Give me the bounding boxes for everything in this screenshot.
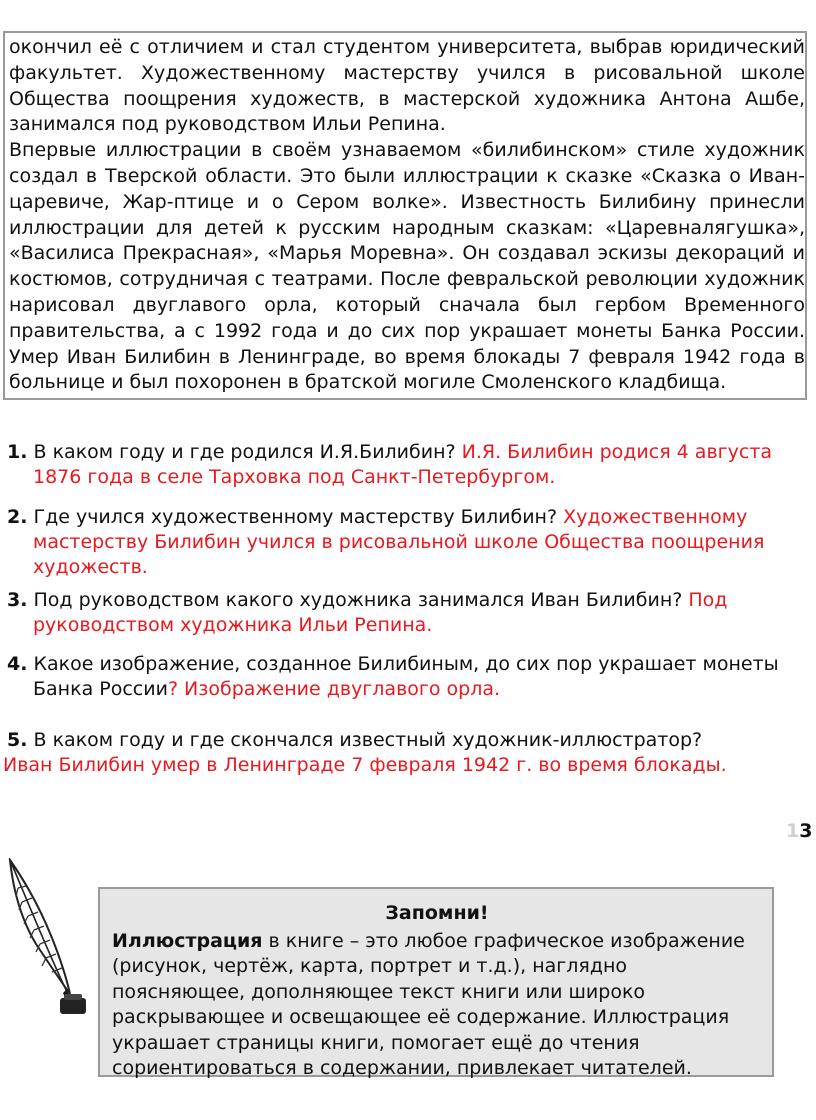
- question-item-2: [7, 505, 807, 580]
- page-number-main: 3: [799, 820, 813, 842]
- question-item-5: [3, 728, 807, 778]
- page-number-ghost: 1: [786, 820, 800, 842]
- question-number: 4.: [7, 653, 28, 675]
- memo-title: Запомни!: [385, 902, 489, 924]
- answer-text: Под руководством художника Ильи Репина.: [33, 589, 728, 636]
- question-text: Под руководством какого художника занимался Иван Билибин?: [33, 589, 683, 611]
- question-text: В каком году и где скончался известный художник-иллюстратор?: [33, 729, 703, 751]
- memo-text: [112, 929, 762, 1082]
- question-item-1: [7, 440, 807, 490]
- biography-paragraph-2: Впервые иллюстрации в своём узнаваемом «билибинском» стиле художник создал в Тверской области. Это были иллюстрации к сказке «Сказка о Иван-царевиче, Жар-птице и о Сером волке». Известность Билибину принесли иллюстрации для детей к русским народным сказкам: «Царевналягушка», «Василиса Прекрасная», «Марья Моревна». Он создавал эскизы декораций и костюмов, сотрудничая с театрами. После февральской революции художник нарисовал двуглавого орла, который сначала был гербом Временного правительства, а с 1992 года и до сих пор украшает монеты Банка России. Умер Иван Билибин в Ленинграде, во время блокады 7 февраля 1942 года в больнице и был похоронен в братской могиле Смоленского кладбища.: [9, 139, 805, 394]
- question-text: Какое изображение, созданное Билибиным, до сих пор украшает монеты Банка России: [33, 653, 779, 700]
- memo-definition: в книге – это любое графическое изображение (рисунок, чертёж, карта, портрет и т.д.), наглядно поясняющее, дополняющее текст книги или широко раскрывающее и освещающее её содержание. Иллюстрация украшает страницы книги, помогает ещё до чтения сориентироваться в содержании, привлекает читателей.: [112, 929, 745, 1079]
- answer-text: И.Я. Билибин родися 4 августа 1876 года в селе Тарховка под Санкт-Петербургом.: [33, 441, 773, 488]
- answer-text: Иван Билибин умер в Ленинграде 7 февраля 1942 г. во время блокады.: [3, 754, 727, 776]
- memo-box: [98, 887, 774, 1077]
- question-item-4: [7, 652, 807, 702]
- page-number: [786, 820, 812, 842]
- question-text: Где учился художественному мастерству Билибин?: [33, 506, 558, 528]
- biography-paragraph-1: окончил её с отличием и стал студентом университета, выбрав юридический факультет. Художественному мастерству учился в рисовальной школе Общества поощрения художеств, в мастерской художника Антона Ашбе, занимался под руководством Ильи Репина.: [9, 36, 805, 136]
- question-text: В каком году и где родился И.Я.Билибин?: [33, 441, 456, 463]
- question-number: 3.: [7, 589, 28, 611]
- quill-pen-icon: [2, 858, 94, 1018]
- question-item-3: [7, 588, 807, 638]
- question-number: 1.: [7, 441, 28, 463]
- question-number: 2.: [7, 506, 28, 528]
- answer-text: ? Изображение двуглавого орла.: [167, 678, 501, 700]
- answer-text: Художественному мастерству Билибин учился в рисовальной школе Общества поощрения художеств.: [33, 506, 765, 578]
- biography-text-box: [3, 31, 807, 400]
- memo-term: Иллюстрация: [112, 929, 263, 952]
- question-number: 5.: [7, 729, 28, 751]
